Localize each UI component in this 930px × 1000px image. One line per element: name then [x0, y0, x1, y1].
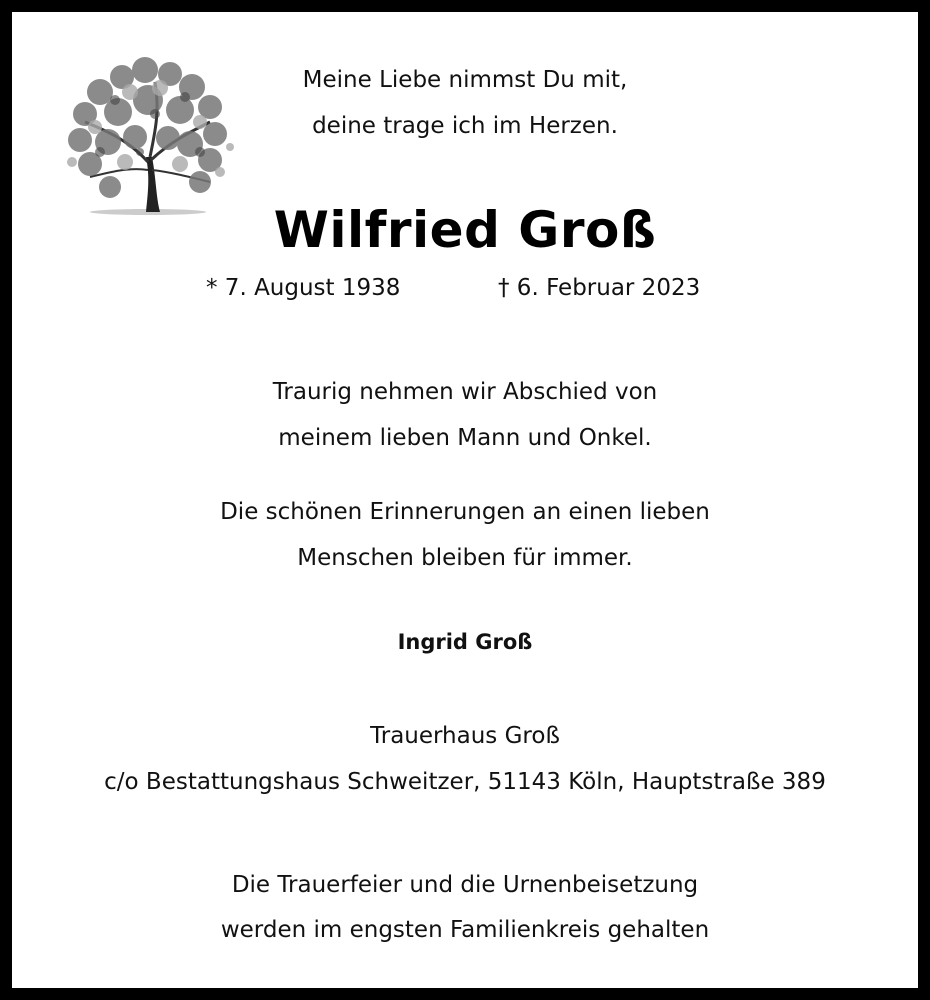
signer-name: Ingrid Groß	[397, 630, 533, 654]
message2-line-1: Die schönen Erinnerungen an einen lieben	[220, 499, 710, 525]
deceased-name: Wilfried Groß	[273, 201, 657, 259]
message1-line-1: Traurig nehmen wir Abschied von	[272, 379, 658, 405]
motto-line-1: Meine Liebe nimmst Du mit,	[302, 67, 628, 93]
notice-line-2: werden im engsten Familienkreis gehalten	[220, 917, 710, 943]
address-line-2: c/o Bestattungshaus Schweitzer, 51143 Köln, Hauptstraße 389	[104, 769, 826, 795]
address-line-1: Trauerhaus Groß	[370, 723, 560, 749]
message1-line-2: meinem lieben Mann und Onkel.	[278, 425, 652, 451]
death-date: † 6. Februar 2023	[498, 275, 701, 301]
message2-line-2: Menschen bleiben für immer.	[297, 545, 633, 571]
birth-date: * 7. August 1938	[206, 275, 401, 301]
notice-line-1: Die Trauerfeier und die Urnenbeisetzung	[231, 872, 699, 898]
motto-line-2: deine trage ich im Herzen.	[312, 113, 618, 139]
